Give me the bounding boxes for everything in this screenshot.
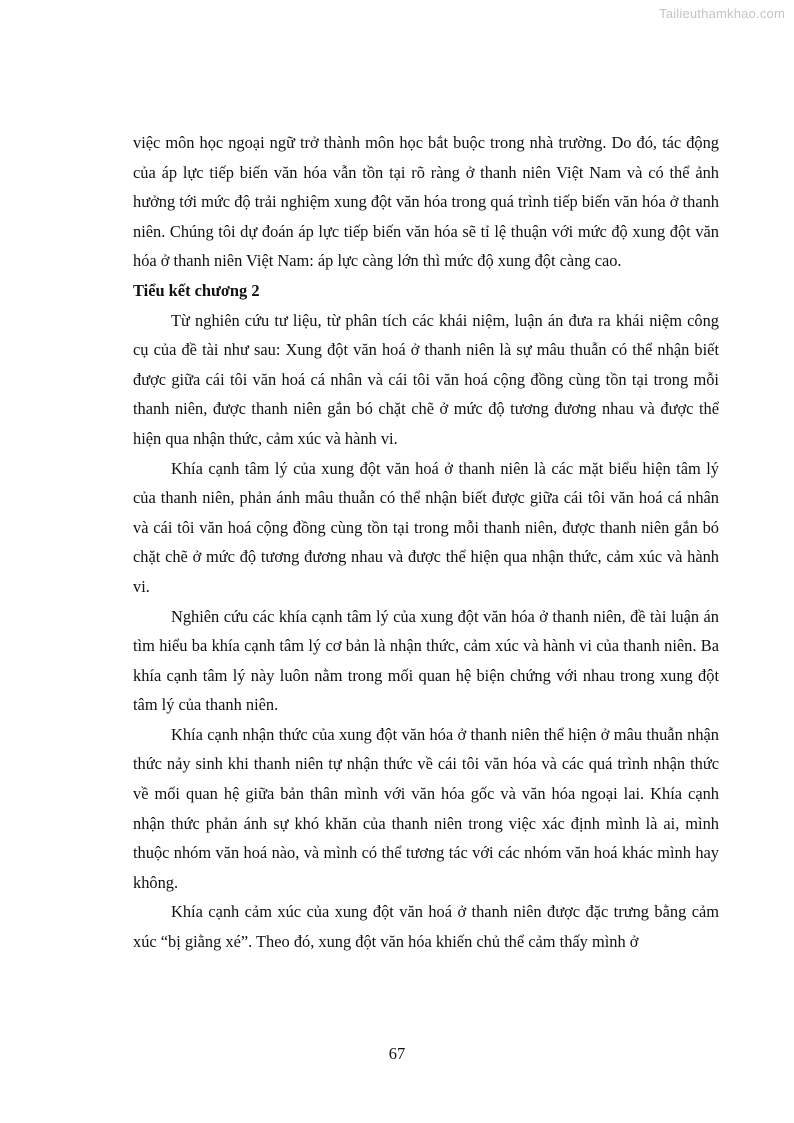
paragraph-5: Khía cạnh cảm xúc của xung đột văn hoá ở thanh niên được đặc trưng bằng cảm xúc “bị giằng xé”. Theo đó, xung đột văn hóa khiến chủ thể cảm thấy mình ở [133,902,719,952]
paragraph-continued: việc môn học ngoại ngữ trở thành môn học bắt buộc trong nhà trường. Do đó, tác động của áp lực tiếp biến văn hóa vẫn tồn tại rõ ràng ở thanh niên Việt Nam và có thể ảnh hưởng tới mức độ trải nghiệm xung đột văn hóa trong quá trình tiếp biến văn hóa ở thanh niên. Chúng tôi dự đoán áp lực tiếp biến văn hóa sẽ tỉ lệ thuận với mức độ xung đột văn hóa ở thanh niên Việt Nam: áp lực càng lớn thì mức độ xung đột càng cao. [133,133,719,271]
paragraph-3: Nghiên cứu các khía cạnh tâm lý của xung đột văn hóa ở thanh niên, đề tài luận án tìm hiểu ba khía cạnh tâm lý cơ bản là nhận thức, cảm xúc và hành vi của thanh niên. Ba khía cạnh tâm lý này luôn nằm trong mối quan hệ biện chứng với nhau trong xung đột tâm lý của thanh niên. [133,606,719,715]
section-heading: Tiểu kết chương 2 [133,280,260,300]
paragraph-4: Khía cạnh nhận thức của xung đột văn hóa ở thanh niên thể hiện ở mâu thuẫn nhận thức nảy sinh khi thanh niên tự nhận thức về cái tôi văn hóa và các quá trình nhận thức về mối quan hệ giữa bản thân mình với văn hóa gốc và văn hóa ngoại lai. Khía cạnh nhận thức phản ánh sự khó khăn của thanh niên trong việc xác định mình là ai, mình thuộc nhóm văn hoá nào, và mình có thể tương tác với các nhóm văn hoá khác mình hay không. [133,724,719,892]
paragraph-1: Từ nghiên cứu tư liệu, từ phân tích các khái niệm, luận án đưa ra khái niệm công cụ của đề tài như sau: Xung đột văn hoá ở thanh niên là sự mâu thuẫn có thể nhận biết được giữa cái tôi văn hoá cá nhân và cái tôi văn hoá cộng đồng cùng tồn tại trong mỗi thanh niên, được thanh niên gắn bó chặt chẽ ở mức độ tương đương nhau và được thể hiện qua nhận thức, cảm xúc và hành vi. [133,310,719,448]
page-body [133,128,719,957]
paragraph-2: Khía cạnh tâm lý của xung đột văn hoá ở thanh niên là các mặt biểu hiện tâm lý của thanh niên, phản ánh mâu thuẫn có thể nhận biết được giữa cái tôi văn hoá cá nhân và cái tôi văn hoá cộng đồng cùng tồn tại trong mỗi thanh niên, được thanh niên gắn bó chặt chẽ ở mức độ tương đương nhau và được thể hiện qua nhận thức, cảm xúc và hành vi. [133,458,719,596]
watermark: Tailieuthamkhao.com [659,6,785,21]
page-number: 67 [388,1044,406,1063]
